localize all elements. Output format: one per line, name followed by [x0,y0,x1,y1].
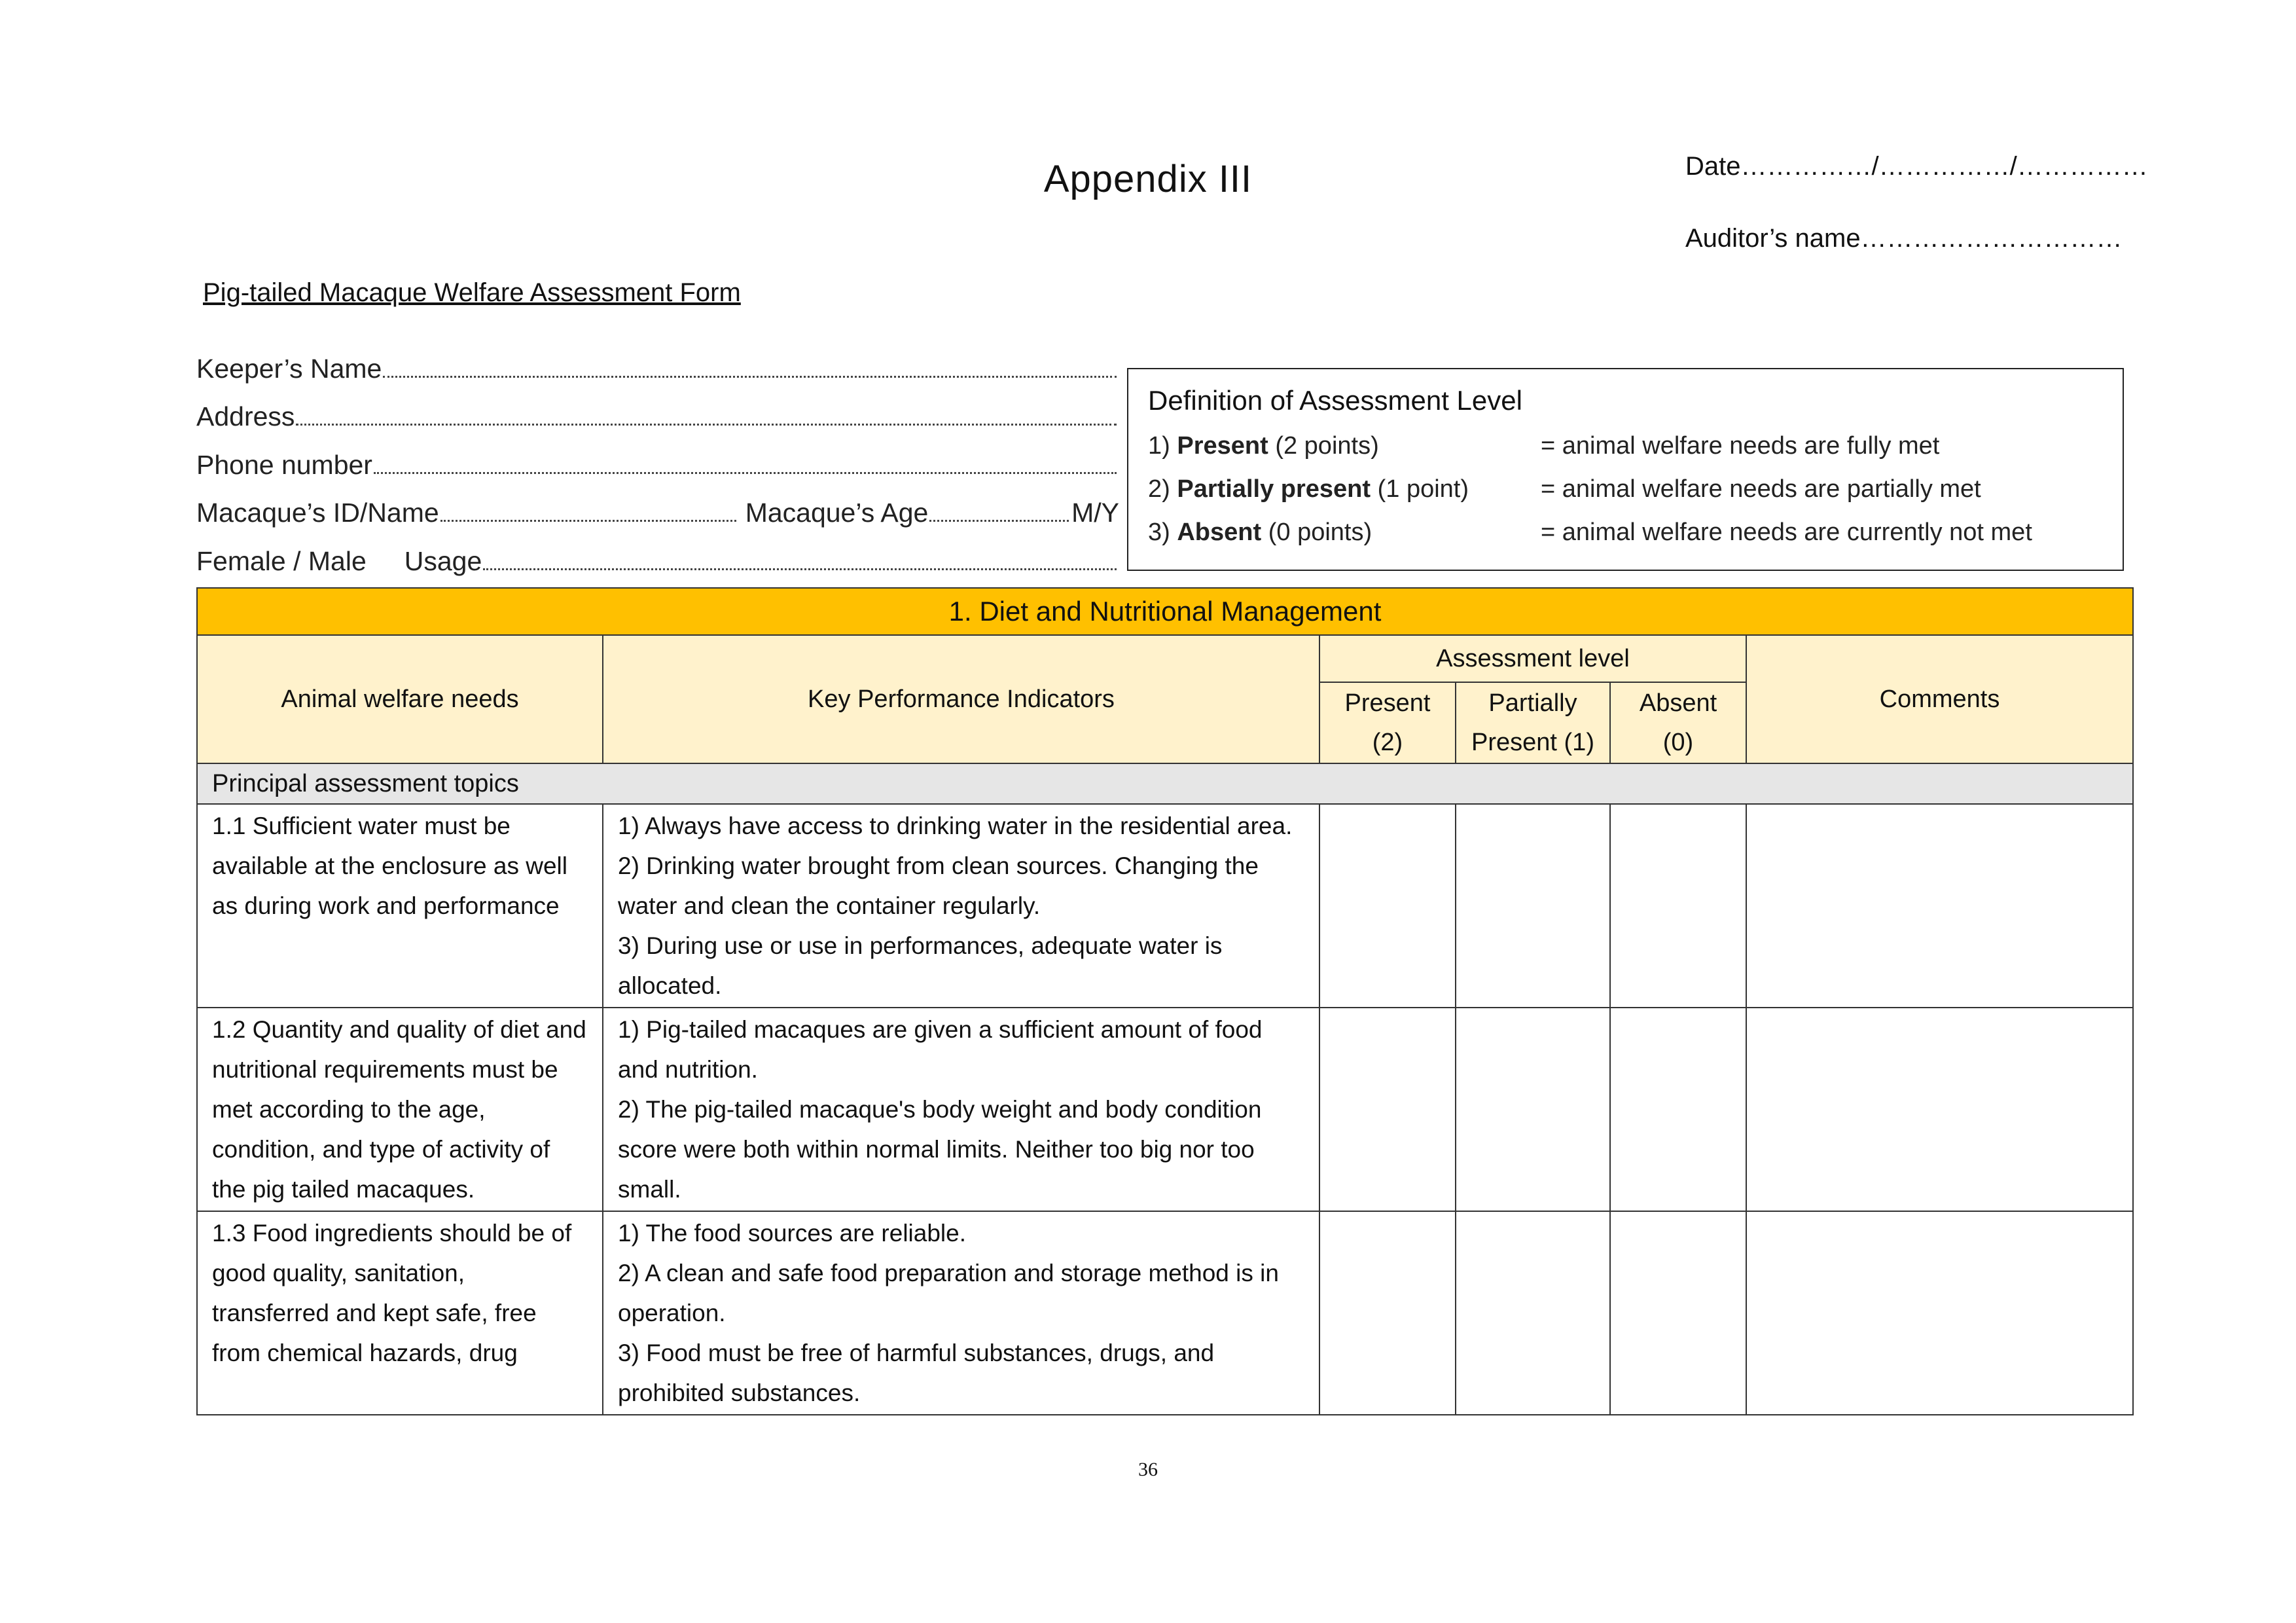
absent-score-cell[interactable] [1610,1211,1746,1415]
usage-label: Usage [404,546,482,576]
definition-level-partial: 2) Partially present (1 point) [1148,475,1469,503]
header-absent: Absent (0) [1610,682,1746,763]
comments-cell[interactable] [1746,1008,2133,1211]
definition-title: Definition of Assessment Level [1148,385,1522,416]
need-cell: 1.3 Food ingredients should be of good quality, sanitation, transferred and kept safe, free from chemical hazards, drug [197,1211,603,1415]
header-comments: Comments [1746,635,2133,763]
age-unit-label: M/Y [1071,498,1119,528]
present-score-cell[interactable] [1319,1211,1456,1415]
kpi-cell: 1) Always have access to drinking water in the residential area. 2) Drinking water brought from clean sources. Changing the water and clean the container regularly. 3) During use or use in performances, adequate water is allocated. [603,804,1319,1008]
comments-cell[interactable] [1746,804,2133,1008]
present-score-cell[interactable] [1319,804,1456,1008]
sex-usage-field[interactable] [196,546,1119,577]
keeper-name-label: Keeper’s Name [196,354,382,384]
partial-score-cell[interactable] [1456,1211,1610,1415]
definition-meaning-partial: = animal welfare needs are partially met [1541,475,1981,503]
header-needs: Animal welfare needs [197,635,603,763]
table-row [197,1008,2133,1211]
page-number: 36 [1138,1459,1158,1480]
definition-level-absent: 3) Absent (0 points) [1148,519,1372,546]
absent-score-cell[interactable] [1610,1008,1746,1211]
need-cell: 1.2 Quantity and quality of diet and nutritional requirements must be met according to the age, condition, and type of activity of the pig tailed macaques. [197,1008,603,1211]
definition-box [1127,368,2124,571]
sex-label: Female / Male [196,546,367,576]
phone-label: Phone number [196,450,372,480]
partial-score-cell[interactable] [1456,804,1610,1008]
kpi-cell: 1) Pig-tailed macaques are given a sufficient amount of food and nutrition. 2) The pig-tailed macaque's body weight and body condition score were both within normal limits. Neither too big nor too small. [603,1008,1319,1211]
table-row [197,804,2133,1008]
header-assessment-level: Assessment level [1319,635,1746,682]
macaque-id-label: Macaque’s ID/Name [196,498,439,528]
definition-meaning-present: = animal welfare needs are fully met [1541,432,1940,460]
header-present: Present (2) [1319,682,1456,763]
present-score-cell[interactable] [1319,1008,1456,1211]
phone-field[interactable] [196,450,1119,481]
topic-label: Principal assessment topics [197,763,2133,804]
comments-cell[interactable] [1746,1211,2133,1415]
macaque-age-label: Macaque’s Age [745,498,929,528]
definition-level-present: 1) Present (2 points) [1148,432,1379,460]
partial-score-cell[interactable] [1456,1008,1610,1211]
auditor-name-field[interactable]: Auditor’s name………………………… [1685,224,2123,253]
page-title: Appendix III [1043,158,1253,200]
kpi-cell: 1) The food sources are reliable. 2) A clean and safe food preparation and storage method is in operation. 3) Food must be free of harmful substances, drugs, and prohibited substances. [603,1211,1319,1415]
need-cell: 1.1 Sufficient water must be available at the enclosure as well as during work and performance [197,804,603,1008]
address-field[interactable] [196,401,1119,432]
macaque-id-age-field[interactable] [196,498,1119,528]
assessment-table [196,587,2134,1415]
header-kpi: Key Performance Indicators [603,635,1319,763]
absent-score-cell[interactable] [1610,804,1746,1008]
date-field[interactable]: Date……………/……………/…………… [1685,152,2148,181]
header-partially-present: Partially Present (1) [1456,682,1610,763]
table-row [197,1211,2133,1415]
section-title: 1. Diet and Nutritional Management [197,588,2133,635]
definition-meaning-absent: = animal welfare needs are currently not met [1541,519,2032,546]
keeper-name-field[interactable] [196,354,1119,384]
form-title: Pig-tailed Macaque Welfare Assessment Form [203,278,741,307]
address-label: Address [196,401,295,431]
